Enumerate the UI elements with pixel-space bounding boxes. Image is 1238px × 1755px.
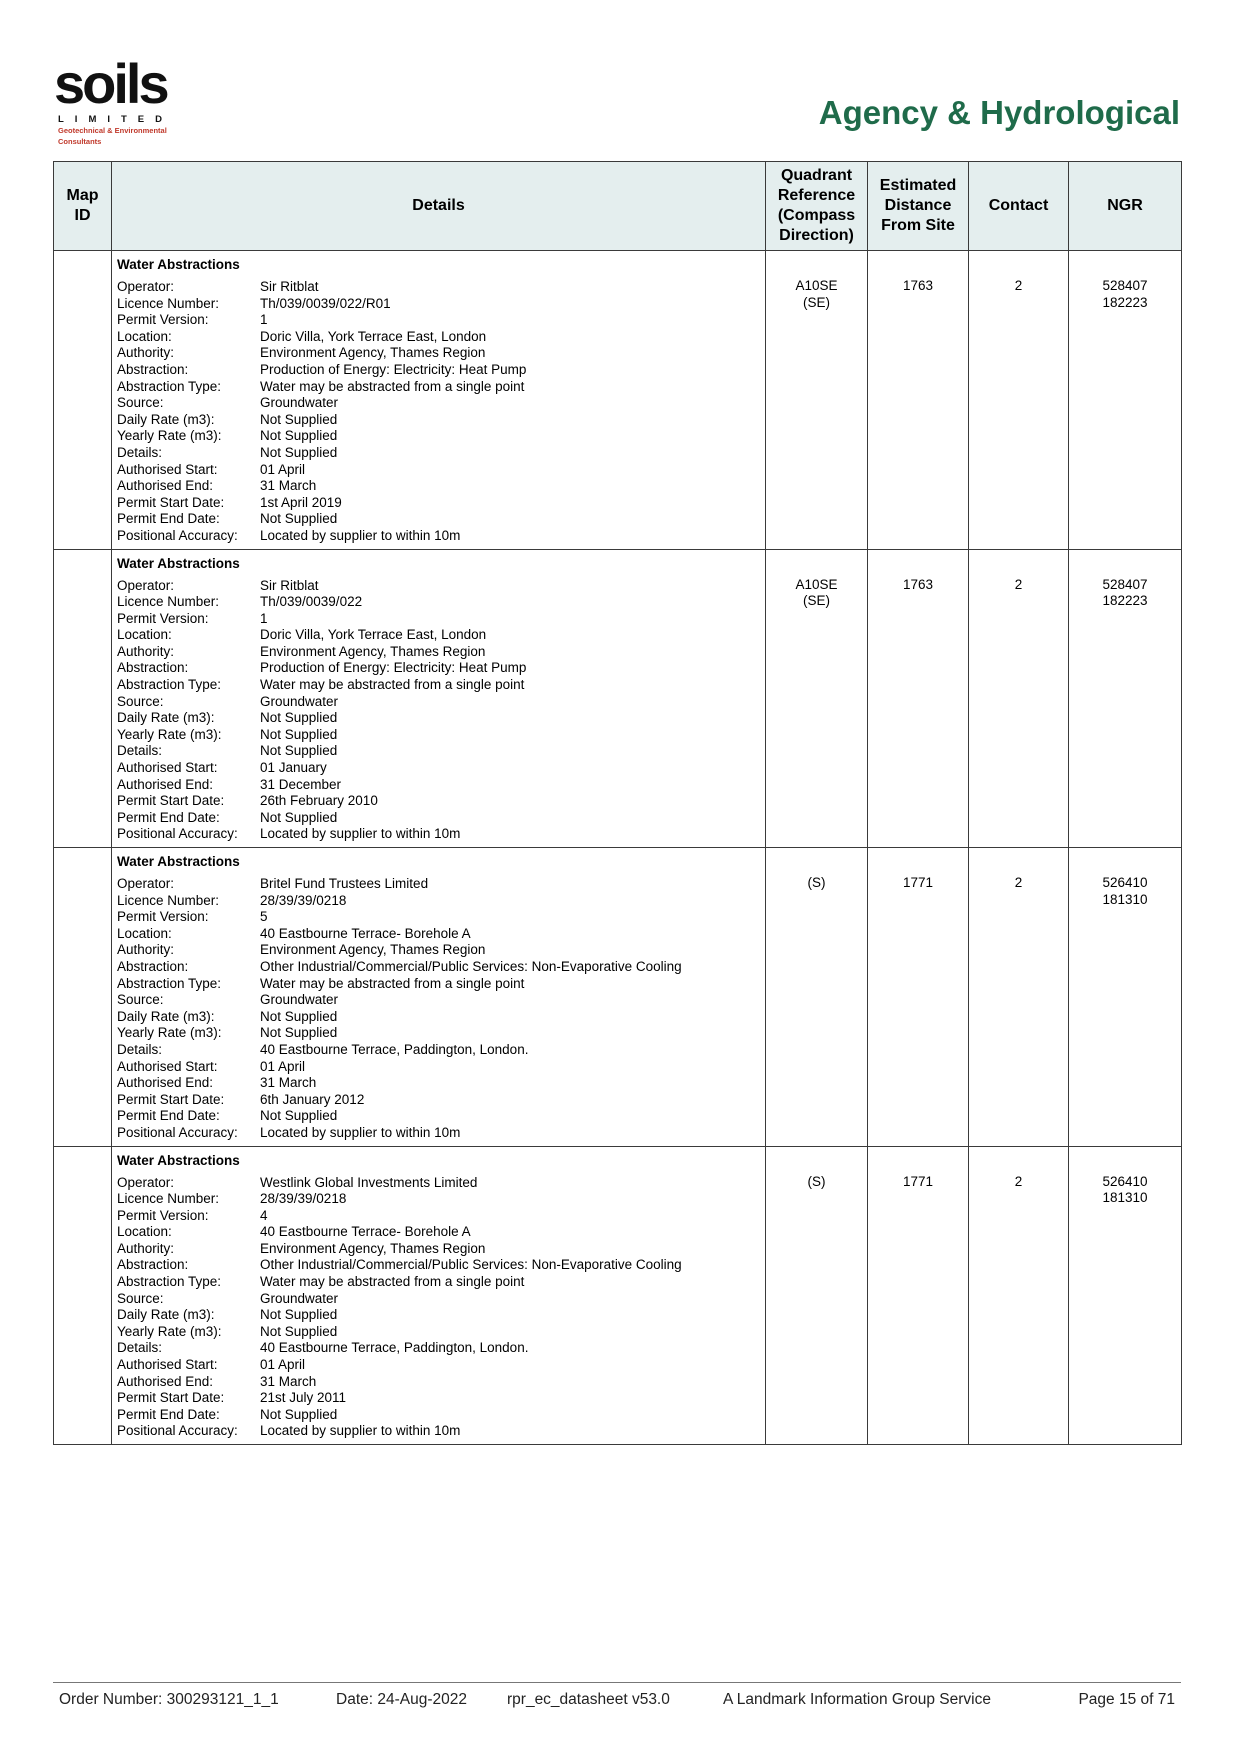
table-header-row <box>54 162 1182 251</box>
detail-field <box>117 1009 759 1026</box>
detail-field <box>117 1324 759 1341</box>
detail-value: Not Supplied <box>260 411 338 427</box>
detail-value: Not Supplied <box>260 1008 338 1024</box>
detail-field <box>117 876 759 893</box>
detail-value: Water may be abstracted from a single point <box>260 975 525 991</box>
detail-field <box>117 1108 759 1125</box>
detail-field <box>117 594 759 611</box>
detail-label: Authorised End: <box>117 478 214 494</box>
detail-value: 40 Eastbourne Terrace, Paddington, London. <box>260 1041 529 1057</box>
distance-cell: 1763 <box>868 251 969 550</box>
detail-field <box>117 694 759 711</box>
detail-field <box>117 893 759 910</box>
detail-label: Positional Accuracy: <box>117 527 238 543</box>
table-row <box>54 549 1182 848</box>
detail-label: Permit Start Date: <box>117 494 225 510</box>
detail-label: Licence Number: <box>117 295 220 311</box>
quadrant-ref: A10SE <box>795 278 838 293</box>
detail-field <box>117 495 759 512</box>
detail-field <box>117 1340 759 1357</box>
detail-label: Daily Rate (m3): <box>117 411 215 427</box>
detail-value: Other Industrial/Commercial/Public Services: Non-Evaporative Cooling <box>260 958 682 974</box>
detail-value: Not Supplied <box>260 428 338 444</box>
detail-field <box>117 1390 759 1407</box>
detail-field <box>117 511 759 528</box>
header-details: Details <box>112 162 766 251</box>
detail-field <box>117 428 759 445</box>
contact-cell: 2 <box>969 848 1069 1147</box>
detail-field <box>117 677 759 694</box>
detail-value: Not Supplied <box>260 1108 338 1124</box>
detail-value: 4 <box>260 1207 268 1223</box>
ngr-easting: 526410 <box>1102 875 1148 890</box>
quadrant-cell <box>766 1146 868 1445</box>
detail-field <box>117 1307 759 1324</box>
detail-value: Other Industrial/Commercial/Public Services: Non-Evaporative Cooling <box>260 1257 682 1273</box>
section-title: Water Abstractions <box>117 555 240 571</box>
detail-label: Positional Accuracy: <box>117 1423 238 1439</box>
detail-label: Location: <box>117 328 172 344</box>
detail-value: 21st July 2011 <box>260 1390 347 1406</box>
detail-field <box>117 478 759 495</box>
quadrant-ref: (S) <box>807 1173 826 1189</box>
detail-label: Details: <box>117 1340 163 1356</box>
header-ngr: NGR <box>1069 162 1182 251</box>
detail-label: Authorised End: <box>117 1075 214 1091</box>
logo-subtitle-1: Geotechnical & Environmental <box>58 126 167 135</box>
details-list <box>117 1175 759 1441</box>
detail-label: Source: <box>117 1290 164 1306</box>
ngr-easting: 528407 <box>1102 278 1148 293</box>
detail-field <box>117 810 759 827</box>
page-footer <box>53 1682 1181 1708</box>
detail-field <box>117 1357 759 1374</box>
details-list <box>117 279 759 545</box>
detail-field <box>117 528 759 545</box>
detail-label: Abstraction: <box>117 1257 189 1273</box>
detail-field <box>117 279 759 296</box>
footer-datasheet: rpr_ec_datasheet v53.0 <box>507 1691 670 1708</box>
footer-date: Date: 24-Aug-2022 <box>336 1691 467 1708</box>
contact-cell: 2 <box>969 1146 1069 1445</box>
detail-label: Operator: <box>117 279 175 294</box>
detail-value: Not Supplied <box>260 726 338 742</box>
detail-label: Operator: <box>117 577 175 593</box>
ngr-northing: 181310 <box>1102 891 1148 907</box>
detail-field <box>117 345 759 362</box>
detail-value: Located by supplier to within 10m <box>260 1423 461 1439</box>
detail-field <box>117 1407 759 1424</box>
detail-value: Located by supplier to within 10m <box>260 826 461 842</box>
ngr-easting: 528407 <box>1102 576 1148 592</box>
detail-value: 28/39/39/0218 <box>260 1191 347 1207</box>
detail-label: Location: <box>117 627 172 643</box>
detail-field <box>117 1191 759 1208</box>
ngr-northing: 182223 <box>1102 593 1148 609</box>
detail-label: Authority: <box>117 345 175 361</box>
table-row <box>54 1146 1182 1445</box>
detail-value: Not Supplied <box>260 1323 338 1339</box>
detail-label: Permit End Date: <box>117 1108 220 1124</box>
detail-field <box>117 1241 759 1258</box>
detail-value: 01 January <box>260 760 327 776</box>
footer-page-number: Page 15 of 71 <box>1078 1691 1175 1708</box>
header-quadrant: Quadrant Reference (Compass Direction) <box>766 162 868 251</box>
detail-label: Details: <box>117 743 163 759</box>
detail-field <box>117 1075 759 1092</box>
detail-field <box>117 1224 759 1241</box>
detail-value: Westlink Global Investments Limited <box>260 1174 478 1190</box>
detail-label: Yearly Rate (m3): <box>117 1323 222 1339</box>
detail-value: Located by supplier to within 10m <box>260 527 461 543</box>
detail-field <box>117 412 759 429</box>
detail-label: Authorised End: <box>117 1373 214 1389</box>
detail-value: Britel Fund Trustees Limited <box>260 876 429 891</box>
detail-label: Daily Rate (m3): <box>117 1307 215 1323</box>
detail-field <box>117 312 759 329</box>
quadrant-ref: A10SE <box>795 576 838 592</box>
detail-label: Authorised End: <box>117 776 214 792</box>
detail-value: Production of Energy: Electricity: Heat Pump <box>260 361 527 377</box>
header-distance: Estimated Distance From Site <box>868 162 969 251</box>
detail-field <box>117 644 759 661</box>
distance-cell: 1771 <box>868 1146 969 1445</box>
detail-label: Yearly Rate (m3): <box>117 1025 222 1041</box>
detail-label: Abstraction: <box>117 361 189 377</box>
detail-label: Abstraction: <box>117 660 189 676</box>
detail-field <box>117 1208 759 1225</box>
detail-value: Production of Energy: Electricity: Heat Pump <box>260 660 527 676</box>
detail-label: Details: <box>117 1041 163 1057</box>
quadrant-cell <box>766 251 868 550</box>
logo-wordmark: soils <box>54 52 167 115</box>
quadrant-cell <box>766 848 868 1147</box>
detail-field <box>117 959 759 976</box>
detail-field <box>117 296 759 313</box>
header-map-id: Map ID <box>54 162 112 251</box>
detail-field <box>117 909 759 926</box>
detail-value: Environment Agency, Thames Region <box>260 1240 486 1256</box>
detail-value: Sir Ritblat <box>260 279 319 294</box>
detail-field <box>117 1291 759 1308</box>
detail-field <box>117 1257 759 1274</box>
ngr-northing: 181310 <box>1102 1190 1148 1206</box>
detail-field <box>117 362 759 379</box>
detail-value: 31 March <box>260 1373 317 1389</box>
detail-label: Permit Start Date: <box>117 1091 225 1107</box>
detail-value: 1 <box>260 312 268 328</box>
details-cell <box>112 1146 766 1445</box>
compass-direction: (SE) <box>803 593 830 609</box>
detail-label: Source: <box>117 693 164 709</box>
ngr-easting: 526410 <box>1102 1173 1148 1189</box>
detail-label: Permit Version: <box>117 1207 209 1223</box>
details-list <box>117 578 759 844</box>
detail-label: Operator: <box>117 1174 175 1190</box>
detail-value: 6th January 2012 <box>260 1091 365 1107</box>
detail-value: Not Supplied <box>260 1307 338 1323</box>
detail-label: Daily Rate (m3): <box>117 710 215 726</box>
detail-value: Environment Agency, Thames Region <box>260 643 486 659</box>
detail-label: Abstraction: <box>117 958 189 974</box>
detail-field <box>117 710 759 727</box>
detail-label: Licence Number: <box>117 1191 220 1207</box>
ngr-cell <box>1069 848 1182 1147</box>
details-cell <box>112 251 766 550</box>
ngr-cell <box>1069 1146 1182 1445</box>
footer-service: A Landmark Information Group Service <box>723 1691 991 1708</box>
detail-label: Location: <box>117 925 172 941</box>
detail-label: Permit Start Date: <box>117 1390 225 1406</box>
detail-field <box>117 1125 759 1142</box>
detail-field <box>117 1025 759 1042</box>
detail-field <box>117 976 759 993</box>
page-title: Agency & Hydrological <box>818 94 1180 131</box>
detail-label: Source: <box>117 992 164 1008</box>
detail-value: Groundwater <box>260 693 339 709</box>
contact-cell: 2 <box>969 549 1069 848</box>
detail-value: Sir Ritblat <box>260 577 319 593</box>
detail-label: Authority: <box>117 942 175 958</box>
detail-value: Groundwater <box>260 992 339 1008</box>
header-contact: Contact <box>969 162 1069 251</box>
detail-label: Details: <box>117 444 163 460</box>
detail-value: 01 April <box>260 1357 306 1373</box>
detail-value: 40 Eastbourne Terrace- Borehole A <box>260 925 471 941</box>
detail-field <box>117 826 759 843</box>
distance-cell: 1763 <box>868 549 969 848</box>
contact-cell: 2 <box>969 251 1069 550</box>
detail-value: 01 April <box>260 461 306 477</box>
detail-label: Positional Accuracy: <box>117 1124 238 1140</box>
detail-value: Doric Villa, York Terrace East, London <box>260 627 487 643</box>
details-list <box>117 876 759 1142</box>
detail-field <box>117 395 759 412</box>
logo-subtitle-2: Consultants <box>58 136 102 146</box>
detail-field <box>117 611 759 628</box>
company-logo <box>54 52 199 146</box>
detail-label: Abstraction Type: <box>117 677 222 693</box>
detail-value: Environment Agency, Thames Region <box>260 345 486 361</box>
detail-value: Groundwater <box>260 395 339 411</box>
detail-field <box>117 992 759 1009</box>
detail-value: Not Supplied <box>260 444 338 460</box>
detail-value: Water may be abstracted from a single point <box>260 677 525 693</box>
detail-field <box>117 578 759 595</box>
detail-value: Not Supplied <box>260 743 338 759</box>
detail-value: 26th February 2010 <box>260 793 378 809</box>
detail-value: 31 March <box>260 1075 317 1091</box>
detail-label: Authorised Start: <box>117 1357 218 1373</box>
detail-label: Location: <box>117 1224 172 1240</box>
detail-value: 1 <box>260 610 268 626</box>
detail-label: Source: <box>117 395 164 411</box>
distance-cell: 1771 <box>868 848 969 1147</box>
details-cell <box>112 549 766 848</box>
detail-field <box>117 743 759 760</box>
detail-label: Permit End Date: <box>117 809 220 825</box>
detail-label: Positional Accuracy: <box>117 826 238 842</box>
detail-value: Not Supplied <box>260 710 338 726</box>
detail-label: Permit End Date: <box>117 511 220 527</box>
detail-value: 01 April <box>260 1058 306 1074</box>
detail-label: Licence Number: <box>117 892 220 908</box>
map-id-cell <box>54 1146 112 1445</box>
detail-value: 1st April 2019 <box>260 494 342 510</box>
detail-value: 40 Eastbourne Terrace, Paddington, London. <box>260 1340 529 1356</box>
section-title: Water Abstractions <box>117 1152 240 1168</box>
detail-value: Th/039/0039/022/R01 <box>260 295 391 311</box>
map-id-cell <box>54 251 112 550</box>
detail-value: 31 March <box>260 478 317 494</box>
ngr-cell <box>1069 251 1182 550</box>
detail-value: Th/039/0039/022 <box>260 594 363 610</box>
map-id-cell <box>54 848 112 1147</box>
detail-value: Doric Villa, York Terrace East, London <box>260 328 487 344</box>
detail-label: Authority: <box>117 1240 175 1256</box>
ngr-cell <box>1069 549 1182 848</box>
logo-limited: LIMITED <box>58 114 173 125</box>
table-row <box>54 251 1182 550</box>
detail-label: Authorised Start: <box>117 1058 218 1074</box>
detail-label: Authorised Start: <box>117 461 218 477</box>
detail-field <box>117 926 759 943</box>
detail-field <box>117 462 759 479</box>
detail-field <box>117 1175 759 1192</box>
quadrant-cell <box>766 549 868 848</box>
detail-value: 28/39/39/0218 <box>260 892 347 908</box>
detail-value: Groundwater <box>260 1290 339 1306</box>
detail-field <box>117 1042 759 1059</box>
detail-label: Abstraction Type: <box>117 1274 222 1290</box>
detail-field <box>117 760 759 777</box>
detail-label: Daily Rate (m3): <box>117 1008 215 1024</box>
footer-order-number: Order Number: 300293121_1_1 <box>59 1691 279 1708</box>
detail-field <box>117 1374 759 1391</box>
detail-field <box>117 379 759 396</box>
abstractions-table <box>53 161 1182 1445</box>
detail-label: Permit Start Date: <box>117 793 225 809</box>
detail-field <box>117 1274 759 1291</box>
detail-value: Environment Agency, Thames Region <box>260 942 486 958</box>
section-title: Water Abstractions <box>117 257 240 272</box>
detail-value: Not Supplied <box>260 511 338 527</box>
detail-label: Authorised Start: <box>117 760 218 776</box>
detail-label: Licence Number: <box>117 594 220 610</box>
detail-value: Water may be abstracted from a single point <box>260 378 525 394</box>
detail-field <box>117 627 759 644</box>
detail-label: Permit Version: <box>117 312 209 328</box>
detail-value: Water may be abstracted from a single point <box>260 1274 525 1290</box>
detail-field <box>117 942 759 959</box>
detail-field <box>117 793 759 810</box>
detail-field <box>117 777 759 794</box>
detail-label: Abstraction Type: <box>117 378 222 394</box>
detail-field <box>117 660 759 677</box>
detail-field <box>117 1059 759 1076</box>
detail-field <box>117 1092 759 1109</box>
detail-field <box>117 329 759 346</box>
details-cell <box>112 848 766 1147</box>
section-title: Water Abstractions <box>117 854 240 869</box>
map-id-cell <box>54 549 112 848</box>
detail-value: Not Supplied <box>260 1025 338 1041</box>
detail-label: Permit End Date: <box>117 1406 220 1422</box>
detail-value: Not Supplied <box>260 1406 338 1422</box>
detail-label: Authority: <box>117 643 175 659</box>
detail-value: 5 <box>260 909 268 925</box>
detail-value: Not Supplied <box>260 809 338 825</box>
compass-direction: (SE) <box>803 294 830 310</box>
detail-value: Located by supplier to within 10m <box>260 1124 461 1140</box>
detail-field <box>117 445 759 462</box>
detail-label: Yearly Rate (m3): <box>117 726 222 742</box>
detail-label: Yearly Rate (m3): <box>117 428 222 444</box>
quadrant-ref: (S) <box>807 875 826 890</box>
detail-label: Abstraction Type: <box>117 975 222 991</box>
detail-value: 40 Eastbourne Terrace- Borehole A <box>260 1224 471 1240</box>
detail-value: 31 December <box>260 776 342 792</box>
detail-field <box>117 727 759 744</box>
detail-label: Permit Version: <box>117 610 209 626</box>
detail-label: Operator: <box>117 876 175 891</box>
detail-label: Permit Version: <box>117 909 209 925</box>
ngr-northing: 182223 <box>1102 294 1148 310</box>
detail-field <box>117 1423 759 1440</box>
table-row <box>54 848 1182 1147</box>
